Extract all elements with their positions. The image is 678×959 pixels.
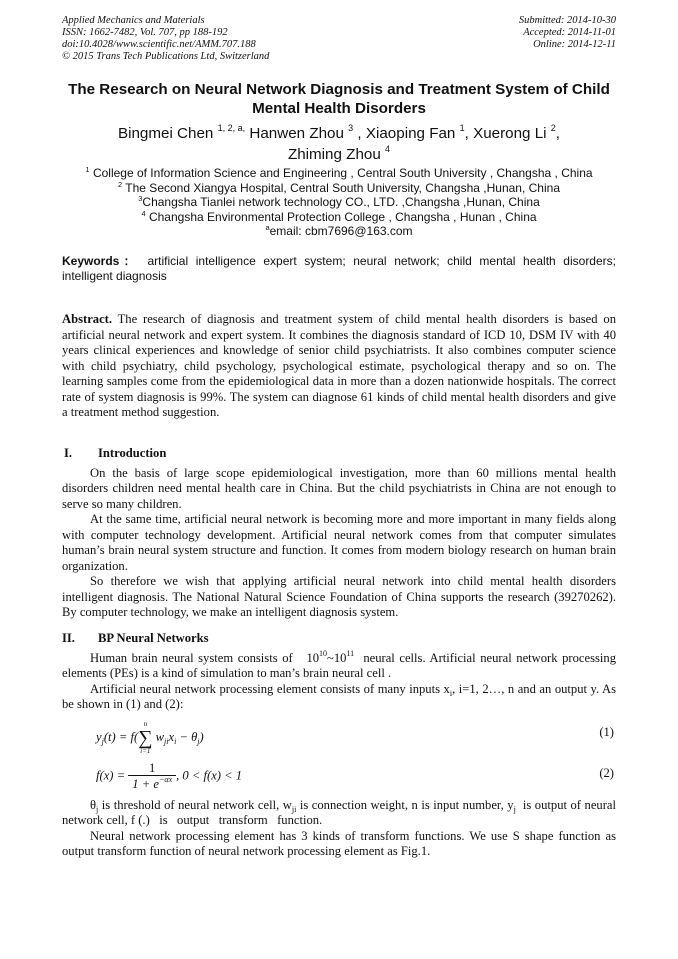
- author-affiliation-mark: 2: [550, 123, 556, 133]
- affiliation-line: [62, 195, 616, 210]
- affiliation-text: Changsha Environmental Protection College , Changsha , Hunan , China: [148, 209, 537, 224]
- affiliation-mark: 2: [118, 179, 123, 189]
- email-line: [62, 224, 616, 239]
- abstract-text: The research of diagnosis and treatment system of child mental health disorders is based on artificial neural network and expert system. It combines the diagnosis standard of ICD 10, DSM IV with 40 years clinical experiences and knowledge of senior child psychiatrists. It also combines computer science with child psychiatry, child psychology, psychological estimate, psychological therapy and so on. The learning samples come from the epidemiological data in more than a dozen nationwide hospitals. The correct rate of system diagnosis is 99%. The system can diagnose 61 kinds of child mental health disorders and give a treatment method suggestion.: [62, 312, 616, 419]
- affiliation-text: College of Information Science and Engineering , Central South University , Changsha , China: [92, 166, 593, 180]
- keywords-text: artificial intelligence expert system; neural network; child mental health disorders; intelligent diagnosis: [62, 254, 616, 283]
- online-date: Online: 2014-12-11: [533, 39, 616, 50]
- section-heading: [62, 631, 616, 647]
- journal-name: Applied Mechanics and Materials: [62, 15, 205, 26]
- paragraph: $\theta_j$ is threshold of neural network cell, $w_{ji}$ is connection weight, n is input number, $y_j$ is output of neural network cell, f (.) is output transform function.: [62, 797, 616, 827]
- affiliation-text: Changsha Tianlei network technology CO., LTD. ,Changsha ,Hunan, China: [142, 195, 540, 209]
- paragraph-text: neural cells. Artificial neural network processing elements (PEs) is a kind of simulation to man’s brain neural cell .: [62, 650, 616, 680]
- abstract-label: Abstract.: [62, 312, 113, 326]
- affiliation-line: [62, 181, 616, 196]
- author-affiliation-mark: 4: [385, 144, 391, 154]
- submitted-date: Submitted: 2014-10-30: [518, 15, 616, 26]
- section-title: Introduction: [98, 446, 167, 460]
- affiliation-mark: 1: [85, 165, 90, 174]
- paragraph: So therefore we wish that applying artificial neural network into child mental health disorders intelligent diagnosis. The National Natural Science Foundation of China supports the research (39270262). By computer technology, we make an intelligent diagnosis system.: [62, 574, 616, 619]
- author-affiliation-mark: 1: [459, 123, 465, 133]
- doi: doi:10.4028/www.scientific.net/AMM.707.188: [62, 39, 256, 50]
- section-number: II.: [62, 631, 75, 645]
- keywords-label: Keywords：: [62, 254, 140, 268]
- issn-volume: ISSN: 1662-7482, Vol. 707, pp 188-192: [62, 27, 228, 38]
- submission-dates: [519, 15, 616, 51]
- author-name: Zhiming Zhou: [287, 146, 381, 163]
- section-introduction: [62, 446, 616, 621]
- affiliation-mark: 3: [138, 194, 143, 203]
- section-number: I.: [64, 446, 73, 460]
- equation-1: [62, 716, 616, 754]
- section-title: BP Neural Networks: [98, 631, 209, 645]
- affiliation-text: The Second Xiangya Hospital, Central South University, Changsha ,Hunan, China: [125, 180, 560, 195]
- equation-1-number: (1): [599, 724, 614, 739]
- affiliation-mark: 4: [141, 208, 146, 218]
- equation-2-number: (2): [599, 765, 614, 780]
- copyright: © 2015 Trans Tech Publications Ltd, Switzerland: [62, 51, 270, 62]
- paragraph-text: Human brain neural system consists of: [90, 650, 293, 665]
- section-bp-neural-networks: [62, 631, 616, 860]
- paragraph: On the basis of large scope epidemiological investigation, more than 60 millions mental health disorders children need mental health care in China. But the child psychiatrists in China are not enough to serve so many children.: [62, 465, 616, 511]
- paragraph: Neural network processing element has 3 kinds of transform functions. We use S shape function as output transform function of neural network processing element as Fig.1.: [62, 828, 616, 858]
- abstract: [62, 312, 616, 421]
- paragraph: Artificial neural network processing element consists of many inputs $x_i$, i=1, 2…, n and an output y. As be shown in (1) and (2):: [62, 681, 617, 711]
- keywords: [62, 254, 616, 283]
- affiliation-line: [62, 210, 616, 225]
- author-affiliation-mark: 3: [348, 123, 354, 133]
- equation-2-expression: f(x) = $\frac{1}{1 + e^{-\alpha x}}$ , 0 < f(x) < 1: [96, 760, 243, 791]
- section-heading: [62, 446, 616, 462]
- paragraph: At the same time, artificial neural network is becoming more and more important in many fields along with computer technology development. Artificial neural network comes from that computer simulates human’s brain neural system structure and function. It comes from modern biology research on human brain organization.: [62, 512, 616, 573]
- paragraph: [62, 648, 616, 682]
- equation-2: [62, 757, 616, 795]
- equation-1-expression: $y_j(t) = f$( n ∑ i=1 $w_{ji}x_i - \theta_j$): [96, 719, 204, 755]
- author-name: Xiaoping Fan: [365, 125, 456, 142]
- author-name: Xuerong Li: [473, 125, 547, 142]
- affiliations: [62, 166, 616, 239]
- affiliation-mark: a: [265, 223, 270, 232]
- journal-info: [62, 15, 269, 63]
- author-list: Bingmei Chen $^{1, 2, a,}$ Hanwen Zhou $^3$ , Xiaoping Fan $^1$, Xuerong Li $^2$, Zhiming Zhou $^4$: [117, 123, 561, 163]
- neuron-count-range: $10^{10}\sim 10^{11}$: [306, 648, 355, 665]
- email-text: email: cbm7696@163.com: [269, 224, 413, 238]
- affiliation-line: [62, 166, 616, 181]
- accepted-date: Accepted: 2014-11-01: [523, 27, 616, 38]
- author-name: Hanwen Zhou: [249, 125, 344, 142]
- author-affiliation-mark: 1, 2, a,: [217, 123, 246, 133]
- paper-title: The Research on Neural Network Diagnosis and Treatment System of Child Mental Health Disorders: [68, 81, 610, 117]
- author-name: Bingmei Chen: [117, 125, 214, 142]
